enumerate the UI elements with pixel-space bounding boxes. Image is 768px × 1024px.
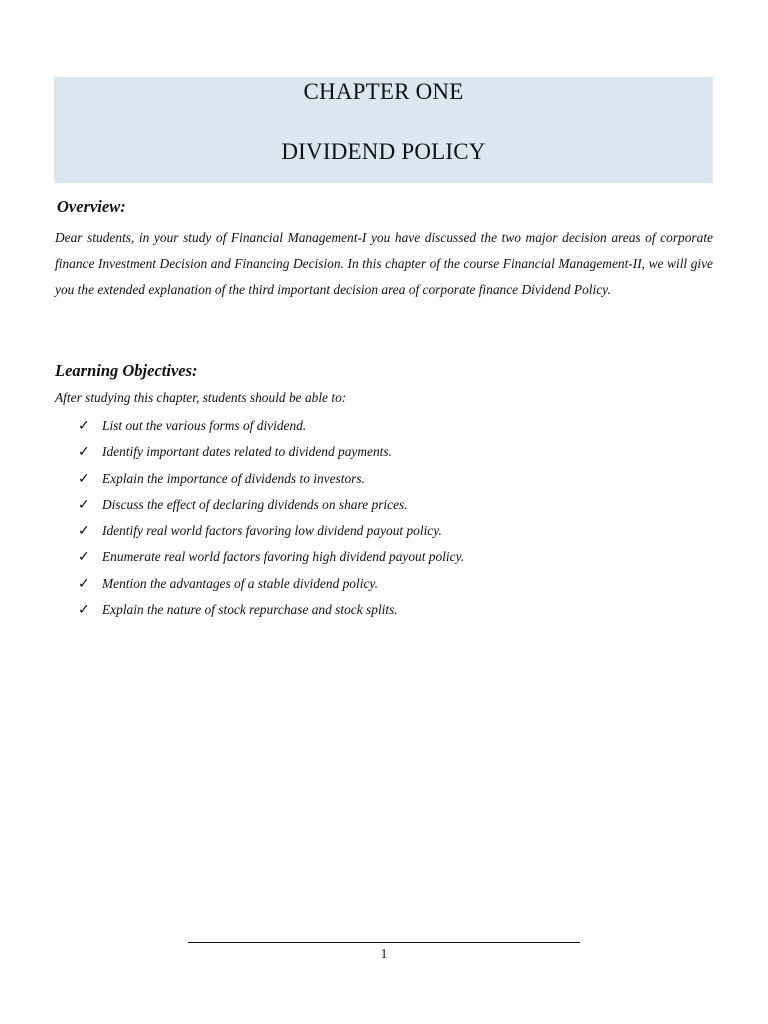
checkmark-icon: ✓ [78, 603, 90, 619]
learning-objectives-heading: Learning Objectives: [55, 361, 198, 380]
chapter-header-box [54, 77, 713, 183]
page-number: 1 [380, 946, 388, 961]
list-item-text: Explain the nature of stock repurchase and stock splits. [102, 602, 398, 618]
checkmark-icon: ✓ [78, 576, 90, 592]
chapter-number: CHAPTER ONE [303, 79, 464, 104]
list-item-text: Mention the advantages of a stable dividend policy. [102, 575, 378, 591]
chapter-title: DIVIDEND POLICY [281, 139, 486, 164]
checkmark-icon: ✓ [78, 497, 90, 513]
list-item-text: Discuss the effect of declaring dividends on share prices. [102, 496, 408, 512]
list-item [78, 599, 464, 625]
checkmark-icon: ✓ [78, 550, 90, 566]
checkmark-icon: ✓ [78, 471, 90, 487]
list-item [78, 546, 464, 572]
list-item-text: Identify important dates related to dividend payments. [102, 444, 392, 460]
list-item [78, 415, 464, 441]
list-item [78, 441, 464, 467]
list-item [78, 468, 464, 494]
list-item-text: Identify real world factors favoring low dividend payout policy. [102, 523, 442, 539]
checkmark-icon: ✓ [78, 445, 90, 461]
list-item-text: Enumerate real world factors favoring high dividend payout policy. [102, 549, 465, 565]
list-item [78, 573, 464, 599]
checkmark-icon: ✓ [78, 419, 90, 434]
list-item-text: Explain the importance of dividends to investors. [102, 470, 365, 486]
objectives-intro: After studying this chapter, students should be able to: [55, 390, 347, 405]
objectives-list [78, 415, 464, 625]
overview-paragraph: Dear students, in your study of Financial Management-I you have discussed the two major decision areas of corporate finance Investment Decision and Financing Decision. In this chapter of the course Financial Management-II, we will give you the extended explanation of the third important decision area of corporate finance Dividend Policy. [55, 230, 713, 298]
footer-divider [188, 942, 580, 943]
list-item [78, 494, 464, 520]
list-item-text: List out the various forms of dividend. [102, 418, 307, 433]
overview-heading: Overview: [57, 197, 126, 216]
checkmark-icon: ✓ [78, 524, 90, 540]
list-item [78, 520, 464, 546]
